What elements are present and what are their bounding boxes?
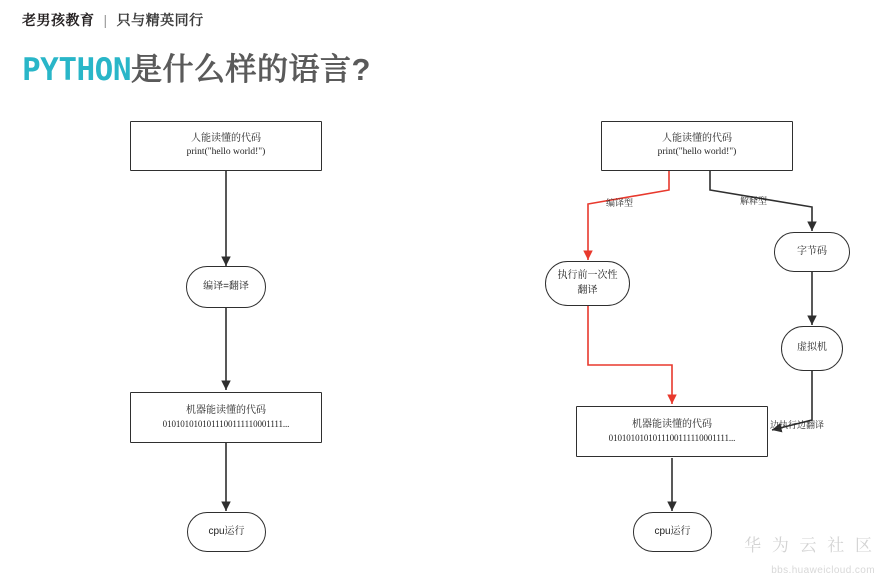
node-left-cpu-line1: cpu运行 (208, 525, 245, 537)
node-left-source-line1: 人能读懂的代码 (191, 132, 261, 144)
node-right-aot-translate (545, 261, 630, 306)
node-right-source-line1: 人能读懂的代码 (662, 132, 732, 144)
node-right-bytecode (774, 232, 850, 272)
node-right-machine-code (576, 406, 768, 457)
page-title-chinese: 是什么样的语言? (130, 52, 371, 87)
node-right-vm (781, 326, 843, 371)
edge-label-compiled: 编译型 (606, 198, 634, 208)
node-left-machine-code-line2: 0101010101011100111110001111... (162, 419, 290, 430)
node-right-source (601, 121, 793, 171)
brand-separator: | (103, 12, 108, 28)
brand-name: 老男孩教育 (22, 12, 95, 28)
brand-bar (22, 10, 204, 30)
node-left-machine-code-line1: 机器能读懂的代码 (186, 404, 266, 416)
node-right-cpu-line1: cpu运行 (654, 525, 691, 537)
node-right-source-line2: print("hello world!") (657, 147, 737, 158)
node-right-aot-line2: 翻译 (577, 284, 598, 296)
node-right-vm-line1: 虚拟机 (797, 342, 827, 354)
node-right-machine-code-line2: 0101010101011100111110001111... (608, 433, 736, 444)
node-left-source (130, 121, 322, 171)
watermark-text: 华 为 云 社 区 (744, 536, 875, 555)
page-title (22, 44, 371, 89)
node-left-machine-code (130, 392, 322, 443)
node-left-compile (186, 266, 266, 308)
watermark-url: bbs.huaweicloud.com (771, 565, 875, 576)
brand-subtitle: 只与精英同行 (116, 12, 204, 28)
node-right-aot-line1: 执行前一次性 (557, 270, 618, 281)
node-left-cpu (187, 512, 266, 552)
page-title-english: PYTHON (22, 52, 131, 88)
node-right-machine-code-line1: 机器能读懂的代码 (632, 418, 712, 430)
node-left-compile-line1: 编译=翻译 (203, 280, 249, 292)
node-right-cpu (633, 512, 712, 552)
edge-label-interpreted: 解释型 (740, 196, 768, 206)
node-left-source-line2: print("hello world!") (186, 147, 266, 158)
node-right-bytecode-line1: 字节码 (797, 245, 827, 257)
edge-label-jit: 边执行边翻译 (770, 420, 825, 430)
